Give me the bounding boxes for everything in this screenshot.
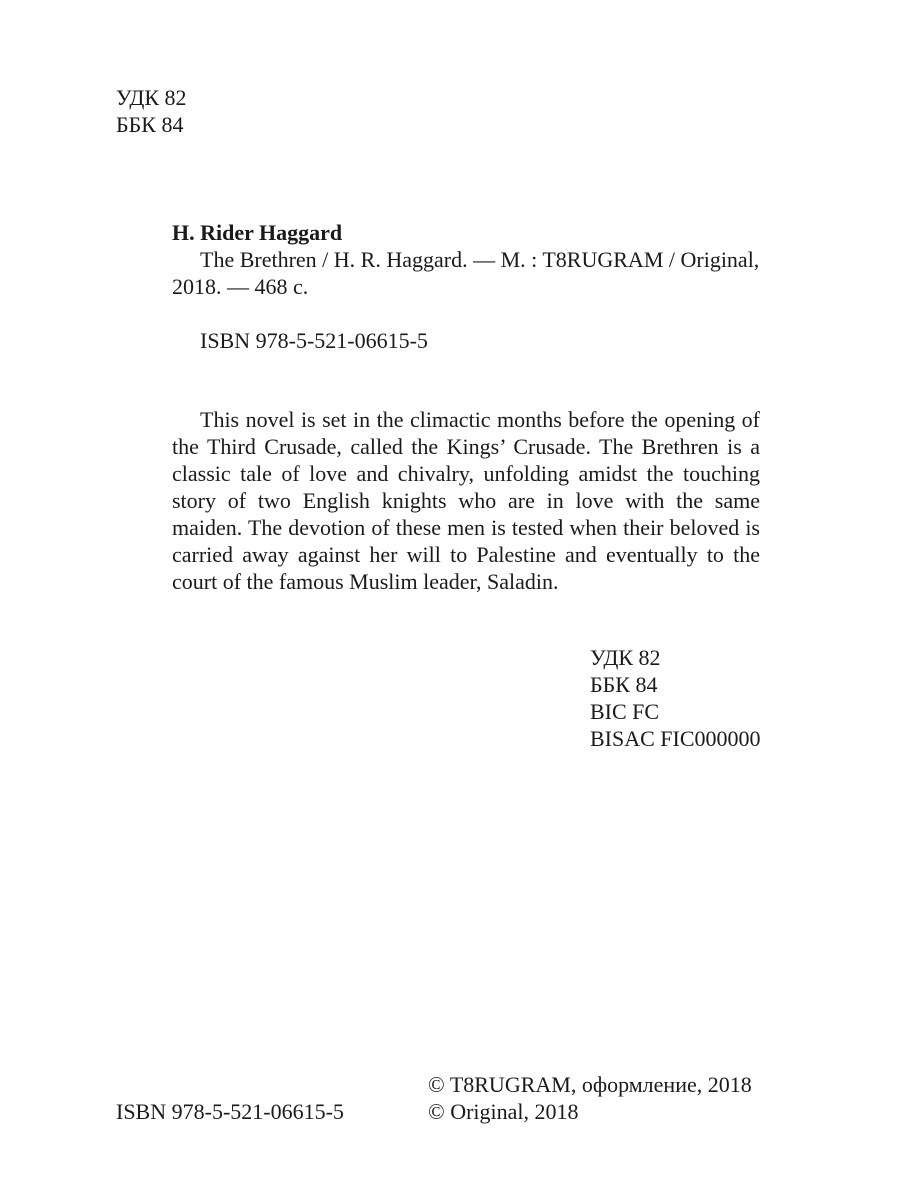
classification-codes — [590, 644, 761, 752]
top-classification-codes — [116, 84, 187, 138]
bbk-code: ББК 84 — [116, 112, 184, 137]
isbn-footer: ISBN 978-5-521-06615-5 — [116, 1099, 344, 1124]
annotation — [172, 406, 760, 595]
bibliographic-record — [172, 219, 759, 300]
bic-code: BIC FC — [590, 699, 660, 724]
pub-year-pages: 2018. — 468 с. — [172, 274, 309, 299]
copyright-design: © T8RUGRAM, оформление, 2018 — [428, 1072, 752, 1097]
author-name: H. Rider Haggard — [172, 220, 343, 245]
annotation-text: This novel is set in the climactic months before the opening of the Third Crusade, called the Kings’ Crusade. The Brethren is a classic tale of love and chivalry, unfolding amidst the touching story of two English knights who are in love with the same maiden. The devotion of these men is tested when their beloved is carried away against her will to Palestine and eventually to the court of the famous Muslim leader, Saladin. — [172, 407, 760, 594]
isbn-record: ISBN 978-5-521-06615-5 — [200, 328, 428, 353]
title-line: The Brethren / H. R. Haggard. — M. : T8RUGRAM / Original, — [200, 247, 760, 272]
bisac-code: BISAC FIC000000 — [590, 726, 761, 751]
udk-code: УДК 82 — [590, 645, 661, 670]
copyright-notice — [428, 1071, 752, 1125]
bbk-code: ББК 84 — [590, 672, 658, 697]
copyright-original: © Original, 2018 — [428, 1099, 579, 1124]
udk-code: УДК 82 — [116, 85, 187, 110]
